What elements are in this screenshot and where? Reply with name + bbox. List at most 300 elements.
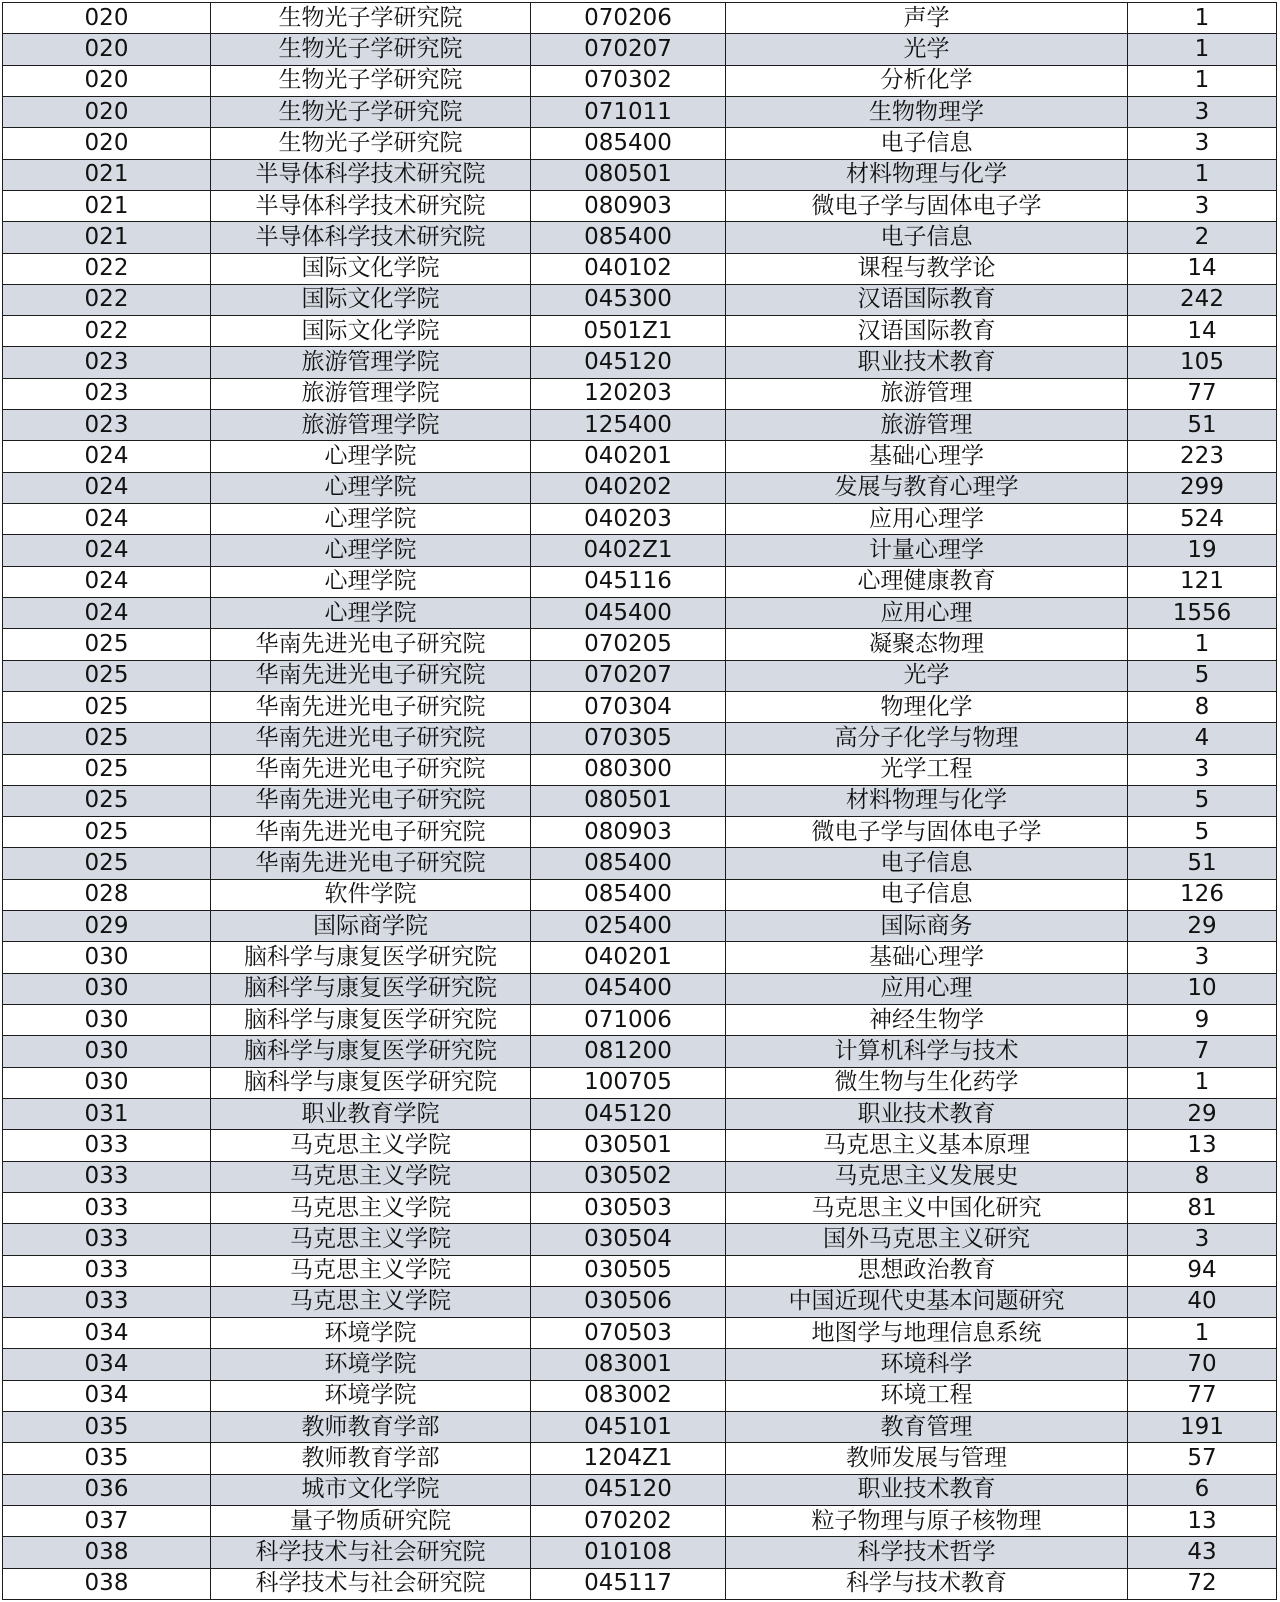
count-cell: 51 <box>1128 848 1277 879</box>
college-name-cell: 生物光子学研究院 <box>211 96 531 127</box>
count-cell: 3 <box>1128 942 1277 973</box>
college-name-cell: 脑科学与康复医学研究院 <box>211 1036 531 1067</box>
major-code-cell: 040203 <box>531 504 726 535</box>
college-code-cell: 024 <box>3 566 211 597</box>
count-cell: 7 <box>1128 1036 1277 1067</box>
major-code-cell: 083001 <box>531 1349 726 1380</box>
count-cell: 8 <box>1128 1161 1277 1192</box>
college-code-cell: 030 <box>3 1036 211 1067</box>
major-code-cell: 030506 <box>531 1286 726 1317</box>
table-row <box>3 378 1277 409</box>
college-code-cell: 038 <box>3 1537 211 1568</box>
major-name-cell: 声学 <box>726 3 1128 34</box>
college-name-cell: 华南先进光电子研究院 <box>211 817 531 848</box>
college-code-cell: 024 <box>3 535 211 566</box>
college-code-cell: 025 <box>3 660 211 691</box>
count-cell: 13 <box>1128 1130 1277 1161</box>
count-cell: 57 <box>1128 1443 1277 1474</box>
count-cell: 94 <box>1128 1255 1277 1286</box>
table-row <box>3 879 1277 910</box>
major-name-cell: 汉语国际教育 <box>726 316 1128 347</box>
college-code-cell: 020 <box>3 128 211 159</box>
table-row <box>3 34 1277 65</box>
major-name-cell: 电子信息 <box>726 128 1128 159</box>
table-body <box>3 3 1277 1600</box>
enrollment-table <box>2 2 1277 1600</box>
major-code-cell: 040202 <box>531 472 726 503</box>
table-row <box>3 660 1277 691</box>
count-cell: 13 <box>1128 1506 1277 1537</box>
college-code-cell: 022 <box>3 284 211 315</box>
count-cell: 6 <box>1128 1474 1277 1505</box>
college-name-cell: 华南先进光电子研究院 <box>211 785 531 816</box>
count-cell: 1 <box>1128 3 1277 34</box>
major-name-cell: 分析化学 <box>726 65 1128 96</box>
college-code-cell: 023 <box>3 347 211 378</box>
table-row <box>3 410 1277 441</box>
count-cell: 1 <box>1128 1318 1277 1349</box>
major-code-cell: 070503 <box>531 1318 726 1349</box>
college-name-cell: 马克思主义学院 <box>211 1286 531 1317</box>
college-code-cell: 021 <box>3 190 211 221</box>
major-name-cell: 应用心理 <box>726 597 1128 628</box>
college-name-cell: 旅游管理学院 <box>211 410 531 441</box>
table-row <box>3 911 1277 942</box>
major-code-cell: 085400 <box>531 848 726 879</box>
college-name-cell: 华南先进光电子研究院 <box>211 754 531 785</box>
table-row <box>3 1537 1277 1568</box>
major-name-cell: 微生物与生化药学 <box>726 1067 1128 1098</box>
college-name-cell: 脑科学与康复医学研究院 <box>211 973 531 1004</box>
college-name-cell: 生物光子学研究院 <box>211 128 531 159</box>
table-row <box>3 222 1277 253</box>
table-row <box>3 535 1277 566</box>
major-code-cell: 085400 <box>531 222 726 253</box>
major-code-cell: 080300 <box>531 754 726 785</box>
major-code-cell: 040201 <box>531 942 726 973</box>
major-code-cell: 030503 <box>531 1192 726 1223</box>
table-row <box>3 1067 1277 1098</box>
major-name-cell: 应用心理学 <box>726 504 1128 535</box>
table-row <box>3 316 1277 347</box>
major-code-cell: 045400 <box>531 597 726 628</box>
major-code-cell: 080903 <box>531 190 726 221</box>
table-row <box>3 441 1277 472</box>
table-row <box>3 848 1277 879</box>
college-name-cell: 国际商学院 <box>211 911 531 942</box>
college-name-cell: 国际文化学院 <box>211 316 531 347</box>
college-name-cell: 华南先进光电子研究院 <box>211 848 531 879</box>
major-code-cell: 0501Z1 <box>531 316 726 347</box>
count-cell: 3 <box>1128 190 1277 221</box>
college-code-cell: 020 <box>3 34 211 65</box>
major-name-cell: 微电子学与固体电子学 <box>726 817 1128 848</box>
college-code-cell: 037 <box>3 1506 211 1537</box>
count-cell: 1 <box>1128 629 1277 660</box>
major-code-cell: 040201 <box>531 441 726 472</box>
college-name-cell: 旅游管理学院 <box>211 378 531 409</box>
college-name-cell: 半导体科学技术研究院 <box>211 222 531 253</box>
major-name-cell: 职业技术教育 <box>726 1098 1128 1129</box>
major-code-cell: 100705 <box>531 1067 726 1098</box>
college-code-cell: 025 <box>3 723 211 754</box>
major-name-cell: 凝聚态物理 <box>726 629 1128 660</box>
count-cell: 223 <box>1128 441 1277 472</box>
college-name-cell: 环境学院 <box>211 1318 531 1349</box>
college-code-cell: 033 <box>3 1192 211 1223</box>
college-name-cell: 生物光子学研究院 <box>211 3 531 34</box>
major-name-cell: 应用心理 <box>726 973 1128 1004</box>
table-row <box>3 1568 1277 1599</box>
college-code-cell: 030 <box>3 973 211 1004</box>
major-code-cell: 070202 <box>531 1506 726 1537</box>
major-code-cell: 070206 <box>531 3 726 34</box>
college-code-cell: 035 <box>3 1412 211 1443</box>
college-name-cell: 华南先进光电子研究院 <box>211 629 531 660</box>
college-name-cell: 科学技术与社会研究院 <box>211 1568 531 1599</box>
major-name-cell: 教育管理 <box>726 1412 1128 1443</box>
major-name-cell: 地图学与地理信息系统 <box>726 1318 1128 1349</box>
count-cell: 8 <box>1128 691 1277 722</box>
count-cell: 77 <box>1128 1380 1277 1411</box>
table-row <box>3 3 1277 34</box>
college-name-cell: 脑科学与康复医学研究院 <box>211 1005 531 1036</box>
table-row <box>3 128 1277 159</box>
table-row <box>3 942 1277 973</box>
count-cell: 191 <box>1128 1412 1277 1443</box>
major-code-cell: 045120 <box>531 1474 726 1505</box>
college-name-cell: 马克思主义学院 <box>211 1161 531 1192</box>
college-name-cell: 马克思主义学院 <box>211 1130 531 1161</box>
major-code-cell: 070304 <box>531 691 726 722</box>
count-cell: 29 <box>1128 1098 1277 1129</box>
major-code-cell: 040102 <box>531 253 726 284</box>
major-name-cell: 基础心理学 <box>726 942 1128 973</box>
college-name-cell: 华南先进光电子研究院 <box>211 723 531 754</box>
major-code-cell: 070207 <box>531 34 726 65</box>
count-cell: 3 <box>1128 754 1277 785</box>
count-cell: 126 <box>1128 879 1277 910</box>
table-row <box>3 504 1277 535</box>
major-name-cell: 科学技术哲学 <box>726 1537 1128 1568</box>
count-cell: 1 <box>1128 65 1277 96</box>
college-code-cell: 034 <box>3 1318 211 1349</box>
table-row <box>3 973 1277 1004</box>
college-code-cell: 024 <box>3 472 211 503</box>
table-row <box>3 347 1277 378</box>
major-name-cell: 教师发展与管理 <box>726 1443 1128 1474</box>
major-code-cell: 081200 <box>531 1036 726 1067</box>
major-name-cell: 汉语国际教育 <box>726 284 1128 315</box>
major-name-cell: 国际商务 <box>726 911 1128 942</box>
table-row <box>3 1005 1277 1036</box>
table-row <box>3 1036 1277 1067</box>
table-row <box>3 1412 1277 1443</box>
college-code-cell: 033 <box>3 1161 211 1192</box>
major-name-cell: 光学工程 <box>726 754 1128 785</box>
major-code-cell: 071006 <box>531 1005 726 1036</box>
count-cell: 1 <box>1128 159 1277 190</box>
table-row <box>3 96 1277 127</box>
college-name-cell: 半导体科学技术研究院 <box>211 159 531 190</box>
college-code-cell: 020 <box>3 3 211 34</box>
table-row <box>3 1098 1277 1129</box>
count-cell: 5 <box>1128 785 1277 816</box>
count-cell: 40 <box>1128 1286 1277 1317</box>
college-name-cell: 心理学院 <box>211 535 531 566</box>
college-code-cell: 020 <box>3 96 211 127</box>
major-name-cell: 职业技术教育 <box>726 1474 1128 1505</box>
college-code-cell: 023 <box>3 410 211 441</box>
major-code-cell: 080903 <box>531 817 726 848</box>
college-code-cell: 038 <box>3 1568 211 1599</box>
college-code-cell: 030 <box>3 1005 211 1036</box>
college-name-cell: 量子物质研究院 <box>211 1506 531 1537</box>
college-code-cell: 025 <box>3 629 211 660</box>
college-name-cell: 心理学院 <box>211 566 531 597</box>
college-name-cell: 职业教育学院 <box>211 1098 531 1129</box>
major-code-cell: 071011 <box>531 96 726 127</box>
count-cell: 1 <box>1128 34 1277 65</box>
college-code-cell: 033 <box>3 1130 211 1161</box>
major-name-cell: 国外马克思主义研究 <box>726 1224 1128 1255</box>
college-name-cell: 马克思主义学院 <box>211 1224 531 1255</box>
table-row <box>3 1286 1277 1317</box>
major-name-cell: 电子信息 <box>726 879 1128 910</box>
major-name-cell: 中国近现代史基本问题研究 <box>726 1286 1128 1317</box>
college-name-cell: 脑科学与康复医学研究院 <box>211 942 531 973</box>
college-name-cell: 环境学院 <box>211 1349 531 1380</box>
college-name-cell: 心理学院 <box>211 597 531 628</box>
major-name-cell: 旅游管理 <box>726 378 1128 409</box>
count-cell: 5 <box>1128 817 1277 848</box>
major-code-cell: 083002 <box>531 1380 726 1411</box>
college-code-cell: 033 <box>3 1224 211 1255</box>
college-name-cell: 国际文化学院 <box>211 284 531 315</box>
table-row <box>3 1161 1277 1192</box>
college-name-cell: 科学技术与社会研究院 <box>211 1537 531 1568</box>
table-row <box>3 1349 1277 1380</box>
major-name-cell: 发展与教育心理学 <box>726 472 1128 503</box>
college-code-cell: 034 <box>3 1349 211 1380</box>
college-name-cell: 马克思主义学院 <box>211 1192 531 1223</box>
count-cell: 121 <box>1128 566 1277 597</box>
college-code-cell: 025 <box>3 691 211 722</box>
table-row <box>3 159 1277 190</box>
major-code-cell: 045120 <box>531 1098 726 1129</box>
count-cell: 3 <box>1128 1224 1277 1255</box>
count-cell: 77 <box>1128 378 1277 409</box>
college-name-cell: 国际文化学院 <box>211 253 531 284</box>
major-name-cell: 马克思主义中国化研究 <box>726 1192 1128 1223</box>
major-code-cell: 030502 <box>531 1161 726 1192</box>
table-row <box>3 472 1277 503</box>
college-code-cell: 025 <box>3 785 211 816</box>
major-name-cell: 高分子化学与物理 <box>726 723 1128 754</box>
major-name-cell: 思想政治教育 <box>726 1255 1128 1286</box>
college-code-cell: 028 <box>3 879 211 910</box>
college-code-cell: 025 <box>3 754 211 785</box>
college-code-cell: 025 <box>3 848 211 879</box>
college-code-cell: 029 <box>3 911 211 942</box>
college-name-cell: 教师教育学部 <box>211 1443 531 1474</box>
table-row <box>3 785 1277 816</box>
major-code-cell: 085400 <box>531 128 726 159</box>
college-name-cell: 华南先进光电子研究院 <box>211 660 531 691</box>
major-name-cell: 微电子学与固体电子学 <box>726 190 1128 221</box>
major-code-cell: 070205 <box>531 629 726 660</box>
table-row <box>3 629 1277 660</box>
major-name-cell: 环境科学 <box>726 1349 1128 1380</box>
college-name-cell: 环境学院 <box>211 1380 531 1411</box>
count-cell: 70 <box>1128 1349 1277 1380</box>
major-name-cell: 计量心理学 <box>726 535 1128 566</box>
table-row <box>3 1192 1277 1223</box>
college-code-cell: 021 <box>3 159 211 190</box>
count-cell: 5 <box>1128 660 1277 691</box>
major-code-cell: 045120 <box>531 347 726 378</box>
college-code-cell: 033 <box>3 1255 211 1286</box>
major-name-cell: 计算机科学与技术 <box>726 1036 1128 1067</box>
count-cell: 43 <box>1128 1537 1277 1568</box>
college-name-cell: 生物光子学研究院 <box>211 65 531 96</box>
major-name-cell: 马克思主义发展史 <box>726 1161 1128 1192</box>
major-name-cell: 材料物理与化学 <box>726 785 1128 816</box>
college-code-cell: 034 <box>3 1380 211 1411</box>
major-code-cell: 070302 <box>531 65 726 96</box>
major-code-cell: 120203 <box>531 378 726 409</box>
college-name-cell: 半导体科学技术研究院 <box>211 190 531 221</box>
count-cell: 10 <box>1128 973 1277 1004</box>
count-cell: 19 <box>1128 535 1277 566</box>
table-row <box>3 723 1277 754</box>
college-code-cell: 030 <box>3 942 211 973</box>
major-name-cell: 心理健康教育 <box>726 566 1128 597</box>
table-row <box>3 1380 1277 1411</box>
college-code-cell: 021 <box>3 222 211 253</box>
table-row <box>3 691 1277 722</box>
major-code-cell: 045117 <box>531 1568 726 1599</box>
major-code-cell: 085400 <box>531 879 726 910</box>
college-name-cell: 脑科学与康复医学研究院 <box>211 1067 531 1098</box>
college-name-cell: 城市文化学院 <box>211 1474 531 1505</box>
major-name-cell: 生物物理学 <box>726 96 1128 127</box>
college-code-cell: 025 <box>3 817 211 848</box>
major-name-cell: 电子信息 <box>726 222 1128 253</box>
table-row <box>3 253 1277 284</box>
major-name-cell: 物理化学 <box>726 691 1128 722</box>
college-name-cell: 心理学院 <box>211 441 531 472</box>
table-row <box>3 284 1277 315</box>
count-cell: 2 <box>1128 222 1277 253</box>
college-name-cell: 心理学院 <box>211 504 531 535</box>
college-code-cell: 024 <box>3 441 211 472</box>
count-cell: 9 <box>1128 1005 1277 1036</box>
major-name-cell: 环境工程 <box>726 1380 1128 1411</box>
major-code-cell: 025400 <box>531 911 726 942</box>
count-cell: 3 <box>1128 96 1277 127</box>
table-row <box>3 1255 1277 1286</box>
college-name-cell: 生物光子学研究院 <box>211 34 531 65</box>
major-code-cell: 0402Z1 <box>531 535 726 566</box>
major-name-cell: 职业技术教育 <box>726 347 1128 378</box>
major-name-cell: 粒子物理与原子核物理 <box>726 1506 1128 1537</box>
major-code-cell: 045400 <box>531 973 726 1004</box>
college-code-cell: 033 <box>3 1286 211 1317</box>
major-name-cell: 电子信息 <box>726 848 1128 879</box>
count-cell: 14 <box>1128 253 1277 284</box>
table-row <box>3 817 1277 848</box>
college-name-cell: 软件学院 <box>211 879 531 910</box>
college-code-cell: 035 <box>3 1443 211 1474</box>
college-name-cell: 华南先进光电子研究院 <box>211 691 531 722</box>
count-cell: 4 <box>1128 723 1277 754</box>
major-name-cell: 光学 <box>726 34 1128 65</box>
table-row <box>3 65 1277 96</box>
college-code-cell: 023 <box>3 378 211 409</box>
table-row <box>3 754 1277 785</box>
count-cell: 524 <box>1128 504 1277 535</box>
count-cell: 81 <box>1128 1192 1277 1223</box>
major-code-cell: 045116 <box>531 566 726 597</box>
count-cell: 1556 <box>1128 597 1277 628</box>
major-code-cell: 030505 <box>531 1255 726 1286</box>
table-row <box>3 1474 1277 1505</box>
college-code-cell: 020 <box>3 65 211 96</box>
major-code-cell: 080501 <box>531 159 726 190</box>
major-name-cell: 课程与教学论 <box>726 253 1128 284</box>
table-row <box>3 597 1277 628</box>
table-row <box>3 1318 1277 1349</box>
count-cell: 242 <box>1128 284 1277 315</box>
count-cell: 29 <box>1128 911 1277 942</box>
college-code-cell: 030 <box>3 1067 211 1098</box>
college-code-cell: 024 <box>3 597 211 628</box>
college-code-cell: 022 <box>3 316 211 347</box>
major-code-cell: 045300 <box>531 284 726 315</box>
college-name-cell: 教师教育学部 <box>211 1412 531 1443</box>
major-name-cell: 材料物理与化学 <box>726 159 1128 190</box>
count-cell: 14 <box>1128 316 1277 347</box>
table-row <box>3 1130 1277 1161</box>
college-name-cell: 马克思主义学院 <box>211 1255 531 1286</box>
major-name-cell: 马克思主义基本原理 <box>726 1130 1128 1161</box>
major-name-cell: 神经生物学 <box>726 1005 1128 1036</box>
table-row <box>3 1506 1277 1537</box>
table-row <box>3 1443 1277 1474</box>
major-code-cell: 125400 <box>531 410 726 441</box>
major-name-cell: 旅游管理 <box>726 410 1128 441</box>
major-code-cell: 1204Z1 <box>531 1443 726 1474</box>
major-name-cell: 基础心理学 <box>726 441 1128 472</box>
major-code-cell: 010108 <box>531 1537 726 1568</box>
college-code-cell: 036 <box>3 1474 211 1505</box>
college-name-cell: 旅游管理学院 <box>211 347 531 378</box>
count-cell: 3 <box>1128 128 1277 159</box>
college-code-cell: 024 <box>3 504 211 535</box>
major-code-cell: 045101 <box>531 1412 726 1443</box>
count-cell: 51 <box>1128 410 1277 441</box>
count-cell: 1 <box>1128 1067 1277 1098</box>
college-code-cell: 031 <box>3 1098 211 1129</box>
major-code-cell: 070207 <box>531 660 726 691</box>
major-code-cell: 030501 <box>531 1130 726 1161</box>
college-name-cell: 心理学院 <box>211 472 531 503</box>
major-code-cell: 070305 <box>531 723 726 754</box>
major-name-cell: 光学 <box>726 660 1128 691</box>
major-name-cell: 科学与技术教育 <box>726 1568 1128 1599</box>
major-code-cell: 080501 <box>531 785 726 816</box>
